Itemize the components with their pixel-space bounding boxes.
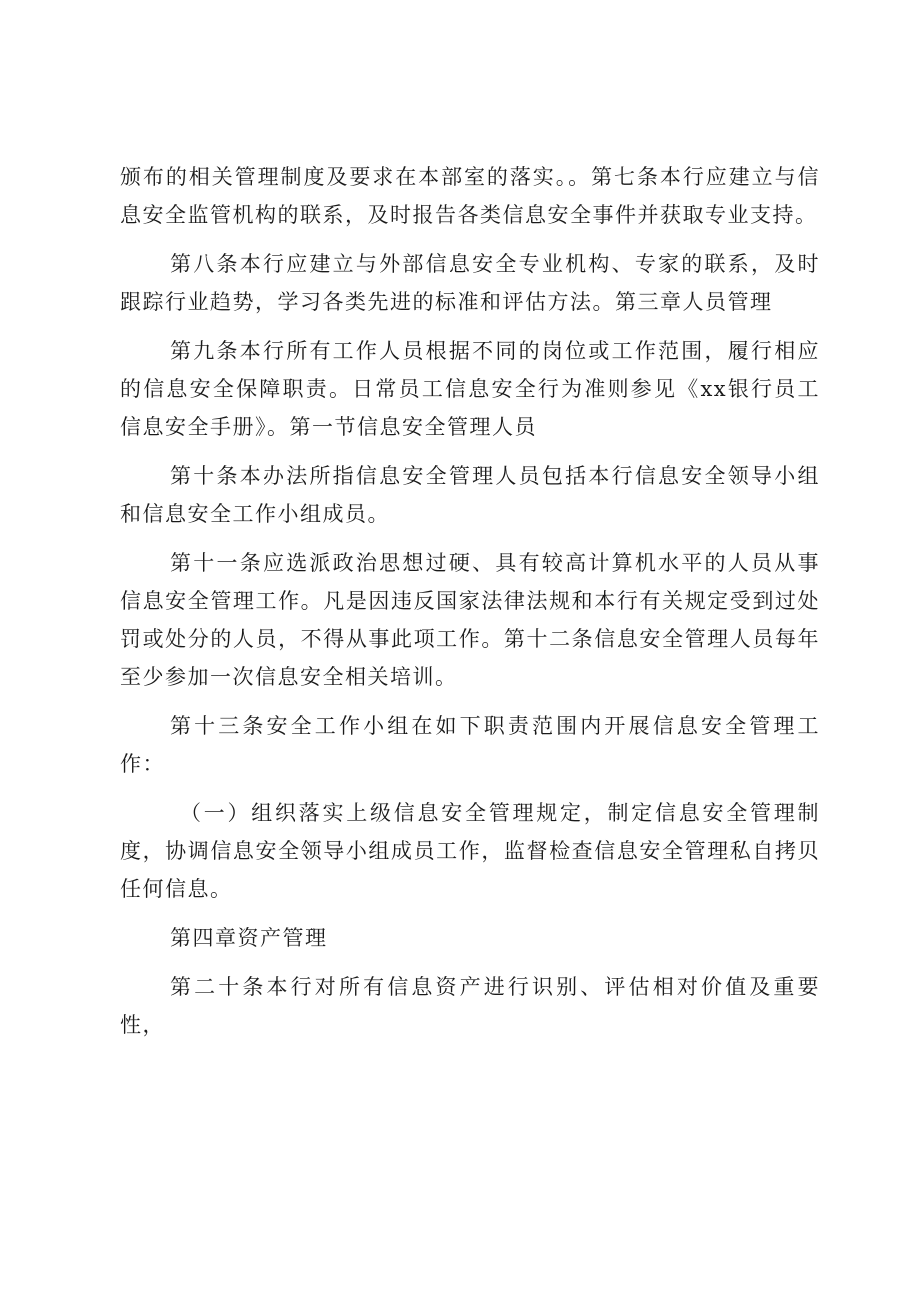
paragraph-article-11: 第十一条应选派政治思想过硬、具有较高计算机水平的人员从事信息安全管理工作。凡是因违反国家法律法规和本行有关规定受到过处罚或处分的人员，不得从事此项工作。第十二条信息安全管理人员每年至少参加一次信息安全相关培训。: [120, 551, 820, 689]
document-body: [120, 158, 820, 1055]
paragraph-article-20: 第二十条本行对所有信息资产进行识别、评估相对价值及重要性，: [120, 975, 820, 1037]
paragraph-item-1: （一）组织落实上级信息安全管理规定，制定信息安全管理制度，协调信息安全领导小组成员工作，监督检查信息安全管理私自拷贝任何信息。: [120, 801, 820, 901]
chapter-heading: 第四章资产管理: [170, 926, 328, 950]
paragraph-article-10: 第十条本办法所指信息安全管理人员包括本行信息安全领导小组和信息安全工作小组成员。: [120, 464, 820, 526]
paragraph-article-8: 第八条本行应建立与外部信息安全专业机构、专家的联系，及时跟踪行业趋势，学习各类先进的标准和评估方法。第三章人员管理: [120, 252, 820, 314]
paragraph-continuation: 颁布的相关管理制度及要求在本部室的落实。。第七条本行应建立与信息安全监管机构的联系，及时报告各类信息安全事件并获取专业支持。: [120, 165, 820, 227]
paragraph-article-13: 第十三条安全工作小组在如下职责范围内开展信息安全管理工作：: [120, 714, 820, 776]
paragraph-article-9: 第九条本行所有工作人员根据不同的岗位或工作范围，履行相应的信息安全保障职责。日常员工信息安全行为准则参见《xx银行员工信息安全手册》。第一节信息安全管理人员: [120, 339, 820, 439]
